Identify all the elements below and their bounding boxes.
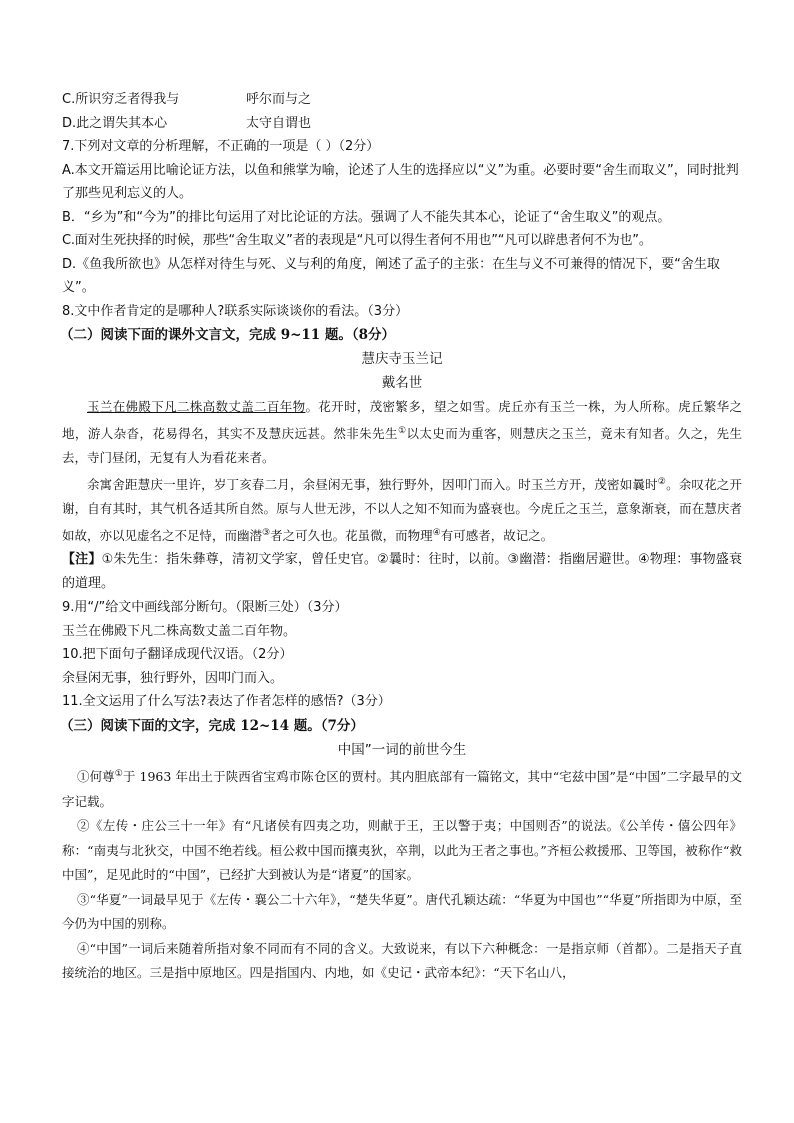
section2-author: 戴名世 bbox=[381, 375, 423, 391]
section3-paragraph-4: ④“中国”一词后来随着所指对象不同而有不同的含义。大致说来，有以下六种概念：一是指京师（首都）。二是指天子直接统治的地区。三是指中原地区。四是指国内、内地，如《史记・武帝本纪》：“天下名山八， bbox=[62, 940, 742, 981]
p2-d: 有可感者，故记之。 bbox=[440, 528, 554, 544]
q8-stem: 8.文中作者肯定的是哪种人?联系实际谈谈你的看法。（3分） bbox=[62, 303, 409, 319]
footnote-1-marker: ① bbox=[397, 426, 407, 436]
q6-option-d-right: 太守自谓也 bbox=[246, 115, 312, 131]
section2-paragraph-2 bbox=[62, 470, 742, 548]
q7-option-c: C.面对生死抉择的时候，那些“舍生取义”者的表现是“凡可以得生者何不用也”“凡可以辟患者何不为也”。 bbox=[62, 233, 652, 248]
q7-option-b: B．“乡为”和“今为”的排比句运用了对比论证的方法。强调了人不能失其本心，论证了“舍生取义”的观点。 bbox=[62, 209, 671, 225]
q10-text: 余昼闲无事，独行野外，因叩门而入。 bbox=[62, 670, 284, 686]
document-page bbox=[62, 88, 742, 986]
p2-c: 者之可久也。花虽微，而物理 bbox=[270, 528, 433, 544]
p1-text: 。花开时，茂密繁多，望之如雪。虎丘亦有玉兰一株，为人所称。虎丘繁华之地，游人杂沓，花易得名，其实不及慧庆远甚。然非朱先生 bbox=[62, 399, 742, 442]
section3-paragraph-2: ②《左传・庄公三十一年》有“凡诸侯有四夷之功，则献于王，王以警于夷；中国则否”的说法。《公羊传・僖公四年》称：“南夷与北狄交，中国不绝若线。桓公救中国而攘夷狄，卒荆，以此为王者之事也。”齐桓公救援邢、卫等国，被称作“救中国”，足见此时的“中国”，已经扩大到被认为是“诸夏”的国家。 bbox=[62, 818, 742, 883]
note-label: 【注】 bbox=[62, 552, 102, 568]
q7-stem: 7.下列对文章的分析理解，不正确的一项是（ ）（2分） bbox=[62, 139, 380, 154]
section3-paragraph-3: ③“华夏”一词最早见于《左传・襄公二十六年》，“楚失华夏”。唐代孔颖达疏：“华夏为中国也”“华夏”所指即为中原，至今仍为中国的别称。 bbox=[62, 891, 742, 932]
q9-stem: 9.用“/”给文中画线部分断句。（限断三处）（3分） bbox=[62, 600, 348, 616]
section2-heading: （二）阅读下面的课外文言文，完成 9~11 题。（8分） bbox=[60, 327, 396, 343]
section3-paragraph-1 bbox=[62, 762, 742, 814]
underlined-passage: 玉兰在佛殿下凡二株高数丈盖二百年物 bbox=[87, 399, 306, 414]
q11-stem: 11.全文运用了什么写法?表达了作者怎样的感悟?（3分） bbox=[62, 694, 391, 710]
p2-a: 余寓舍距慧庆一里许，岁丁亥春二月，余昼闲无事，独行野外，因叩门而入。时玉兰方开，茂密如曩时 bbox=[87, 477, 658, 493]
q6-option-d-left: D.此之谓失其本心 bbox=[62, 115, 168, 131]
q6-option-c-right: 呼尔而与之 bbox=[246, 92, 312, 107]
s3-p1-a: ①何尊 bbox=[77, 769, 115, 785]
footnote-2-marker: ② bbox=[657, 477, 667, 488]
q9-text: 玉兰在佛殿下凡二株高数丈盖二百年物。 bbox=[62, 623, 297, 639]
section2-notes bbox=[62, 548, 742, 596]
q10-stem: 10.把下面句子翻译成现代汉语。（2分） bbox=[62, 647, 293, 663]
p2-b: 。余叹花之开谢，自有其时，其气机各适其所自然。原与人世无涉，不以人之知不知而为盛衰也。今虎丘之玉兰，意象渐衰，而在慧庆者如故，亦以见虚名之不足恃，而幽潜 bbox=[62, 477, 742, 544]
q7-option-a: A.本文开篇运用比喻论证方法，以鱼和熊掌为喻，论述了人生的选择应以“义”为重。必要时要“舍生而取义”，同时批判了那些见利忘义的人。 bbox=[62, 162, 739, 201]
section3-heading: （三）阅读下面的文字，完成 12~14 题。（7分） bbox=[60, 717, 364, 734]
footnote-3-marker: ③ bbox=[262, 528, 271, 539]
q6-option-c-left: C.所识穷乏者得我与 bbox=[62, 92, 180, 107]
section2-title: 慧庆寺玉兰记 bbox=[361, 351, 443, 367]
section3-title: 中国”一词的前世今生 bbox=[337, 741, 467, 758]
footnote-4-marker: ④ bbox=[432, 528, 441, 539]
section2-paragraph-1 bbox=[62, 395, 742, 470]
note-text: ①朱先生：指朱彝尊，清初文学家，曾任史官。②曩时：往时，以前。③幽潜：指幽居避世。④物理：事物盛衰的道理。 bbox=[62, 552, 742, 592]
s3-footnote-1-marker: ① bbox=[114, 768, 123, 779]
q7-option-d: D.《鱼我所欲也》从怎样对待生与死、义与利的角度，阐述了孟子的主张：在生与义不可兼得的情况下，要“舍生取义”。 bbox=[62, 256, 720, 295]
q6-option-c bbox=[62, 88, 742, 112]
p1-tail: 以太史而为重客，则慧庆之玉兰，竟未有知者。久之，先生去，寺门昼闭，无复有人为看花来者。 bbox=[62, 426, 742, 466]
q6-option-d bbox=[62, 112, 742, 136]
s3-p1-b: 于 1963 年出土于陕西省宝鸡市陈仓区的贾村。其内胆底部有一篇铭文，其中“宅兹中国”是“中国”二字最早的文字记载。 bbox=[62, 769, 742, 809]
